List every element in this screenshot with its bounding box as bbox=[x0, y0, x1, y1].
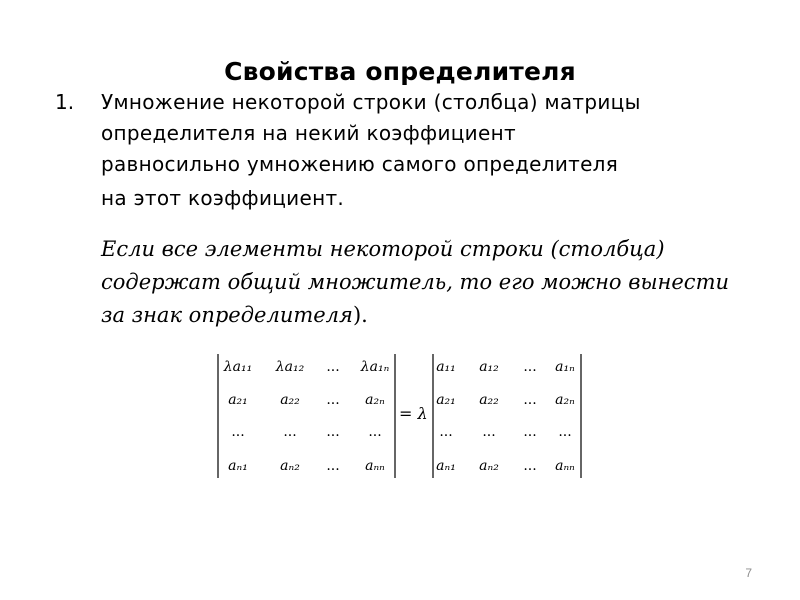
right-matrix-cell-r1-c1: a₁₁ bbox=[436, 359, 456, 375]
right-matrix-cell-r4-c4: aₙₙ bbox=[555, 458, 575, 474]
left-matrix-cell-r1-c2: λa₁₂ bbox=[275, 359, 305, 375]
right-matrix-cell-r2-c3: ... bbox=[523, 392, 537, 408]
left-matrix-cell-r2-c3: ... bbox=[326, 392, 340, 408]
item-line-1: Умножение некоторой строки (столбца) матрицы bbox=[101, 90, 641, 114]
left-matrix-cell-r3-c4: ... bbox=[368, 424, 382, 440]
left-matrix-cell-r1-c1: λa₁₁ bbox=[223, 359, 253, 375]
determinant-formula bbox=[212, 352, 592, 480]
left-matrix-cell-r3-c1: ... bbox=[231, 424, 245, 440]
left-matrix-cell-r4-c1: aₙ₁ bbox=[228, 458, 248, 474]
right-matrix-cell-r4-c2: aₙ₂ bbox=[479, 458, 499, 474]
list-item-number: 1. bbox=[55, 90, 75, 114]
note-line-3-text: за знак определителя bbox=[101, 303, 353, 327]
right-matrix-cell-r4-c1: aₙ₁ bbox=[436, 458, 456, 474]
right-matrix-cell-r3-c1: ... bbox=[439, 424, 453, 440]
list-item-text bbox=[101, 87, 781, 214]
equals-lambda: = λ bbox=[399, 404, 428, 423]
left-matrix-cell-r1-c3: ... bbox=[326, 359, 340, 375]
right-matrix-cell-r2-c2: a₂₂ bbox=[479, 392, 499, 408]
note-line-2: содержат общий множитель, то его можно вынести bbox=[101, 270, 730, 294]
left-matrix-cell-r2-c4: a₂ₙ bbox=[365, 392, 385, 408]
property-note bbox=[101, 233, 781, 332]
left-matrix-cell-r3-c3: ... bbox=[326, 424, 340, 440]
left-matrix-cell-r2-c1: a₂₁ bbox=[228, 392, 248, 408]
left-matrix-cell-r4-c3: ... bbox=[326, 458, 340, 474]
left-matrix-cell-r2-c2: a₂₂ bbox=[280, 392, 300, 408]
right-matrix-cell-r2-c4: a₂ₙ bbox=[555, 392, 575, 408]
item-line-4: на этот коэффициент. bbox=[101, 186, 345, 210]
right-matrix-cell-r3-c4: ... bbox=[558, 424, 572, 440]
note-line-3 bbox=[101, 299, 781, 332]
right-matrix-cell-r1-c3: ... bbox=[523, 359, 537, 375]
right-matrix-cell-r3-c3: ... bbox=[523, 424, 537, 440]
right-matrix-cell-r3-c2: ... bbox=[482, 424, 496, 440]
left-matrix-cell-r4-c4: aₙₙ bbox=[365, 458, 385, 474]
page-number: 7 bbox=[745, 566, 752, 580]
item-line-3: равносильно умножению самого определителя bbox=[101, 152, 619, 176]
note-end: ). bbox=[352, 303, 368, 327]
left-determinant bbox=[218, 354, 395, 478]
left-matrix-cell-r3-c2: ... bbox=[283, 424, 297, 440]
right-matrix-cell-r4-c3: ... bbox=[523, 458, 537, 474]
right-matrix-cell-r1-c4: a₁ₙ bbox=[555, 359, 575, 375]
item-line-2: определителя на некий коэффициент bbox=[101, 121, 516, 145]
left-matrix-cell-r1-c4: λa₁ₙ bbox=[360, 359, 390, 375]
note-line-1: Если все элементы некоторой строки (столбца) bbox=[101, 237, 665, 261]
right-matrix-cell-r2-c1: a₂₁ bbox=[436, 392, 456, 408]
slide-title: Свойства определителя bbox=[224, 57, 576, 86]
left-matrix-cell-r4-c2: aₙ₂ bbox=[280, 458, 300, 474]
right-matrix-cell-r1-c2: a₁₂ bbox=[479, 359, 499, 375]
right-determinant bbox=[433, 354, 581, 478]
